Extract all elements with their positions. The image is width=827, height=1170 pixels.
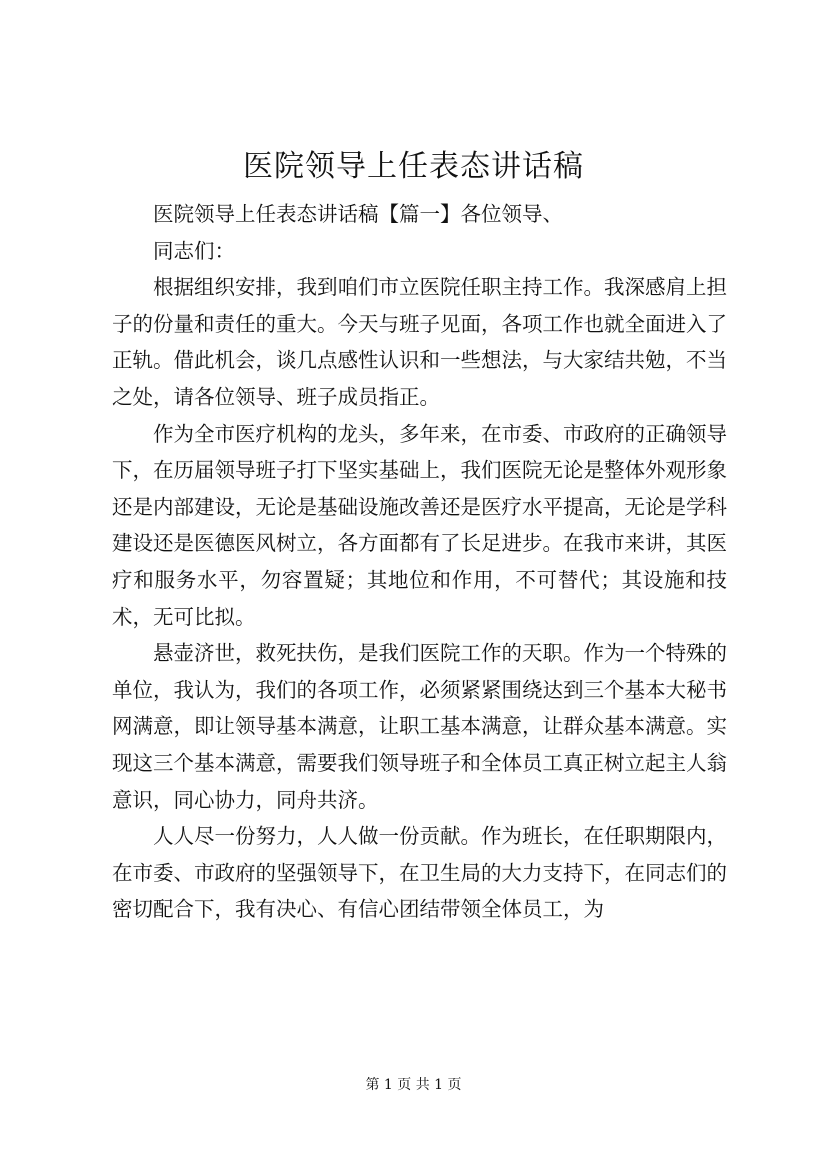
paragraph-intro: 根据组织安排，我到咱们市立医院任职主持工作。我深感肩上担子的份量和责任的重大。今天与班子见面，各项工作也就全面进入了正轨。借此机会，谈几点感性认识和一些想法，与大家结共勉，不当之处，请各位领导、班子成员指正。	[112, 275, 727, 409]
paragraph-heading-line: 医院领导上任表态讲话稿【篇一】各位领导、	[153, 202, 563, 226]
paragraph-commitment: 人人尽一份努力，人人做一份贡献。作为班长，在任职期限内，在市委、市政府的坚强领导下，在卫生局的大力支持下，在同志们的密切配合下，我有决心、有信心团结带领全体员工，为	[112, 824, 727, 922]
paragraph-mission: 悬壶济世，救死扶伤，是我们医院工作的天职。作为一个特殊的单位，我认为，我们的各项工作，必须紧紧围绕达到三个基本大秘书网满意，即让领导基本满意，让职工基本满意，让群众基本满意。实现这三个基本满意，需要我们领导班子和全体员工真正树立起主人翁意识，同心协力，同舟共济。	[112, 641, 727, 812]
document-title: 医院领导上任表态讲话稿	[243, 149, 584, 184]
page-footer: 第 1 页 共 1 页	[365, 1077, 462, 1093]
document-body	[112, 196, 727, 928]
paragraph-salutation: 同志们：	[153, 238, 235, 263]
paragraph-hospital-status: 作为全市医疗机构的龙头，多年来，在市委、市政府的正确领导下，在历届领导班子打下坚实基础上，我们医院无论是整体外观形象还是内部建设，无论是基础设施改善还是医疗水平提高，无论是学科建设还是医德医风树立，各方面都有了长足进步。在我市来讲，其医疗和服务水平，勿容置疑；其地位和作用，不可替代；其设施和技术，无可比拟。	[112, 421, 727, 629]
